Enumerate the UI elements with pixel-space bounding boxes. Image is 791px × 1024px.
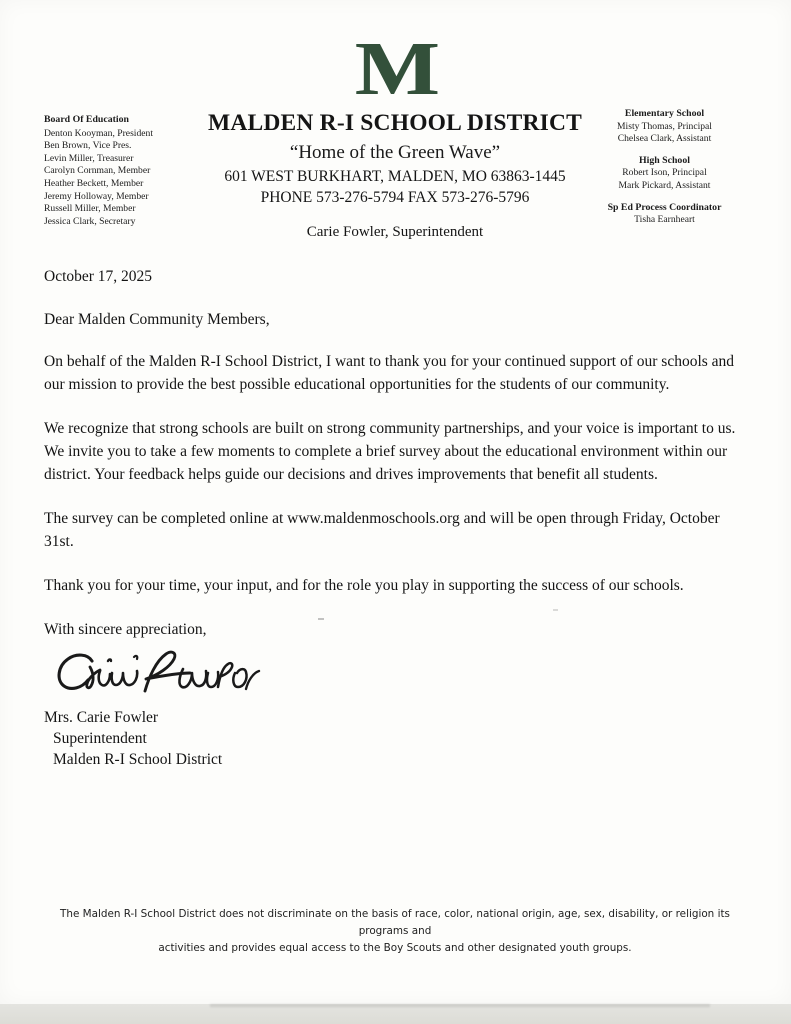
board-member: Heather Beckett, Member — [44, 177, 144, 189]
board-member: Ben Brown, Vice Pres. — [44, 140, 132, 152]
signer-name: Mrs. Carie Fowler — [44, 709, 159, 726]
scan-artifact-mark — [553, 609, 558, 611]
letter-closing: With sincere appreciation, — [44, 621, 207, 638]
footer-line-1: The Malden R-I School District does not discriminate on the basis of race, color, national origin, age, sex, disability, or religion its programs and — [60, 908, 730, 937]
board-member: Jeremy Holloway, Member — [44, 190, 149, 202]
malden-m-logo — [0, 27, 791, 111]
staff-group-sped — [582, 202, 747, 227]
board-member: Jessica Clark, Secretary — [44, 215, 136, 227]
staff-person: Mark Pickard, Assistant — [618, 179, 711, 191]
scan-artifact-mark — [318, 618, 324, 620]
staff-group-title: High School — [639, 154, 690, 166]
signature-image — [50, 647, 280, 705]
letter-paragraph: On behalf of the Malden R-I School District, I want to thank you for your continued support of our schools and our mission to provide the best possible educational opportunities for the students of our community. — [44, 353, 735, 393]
letter-paragraph: We recognize that strong schools are built on strong community partnerships, and your voice is important to us. We invite you to take a few moments to complete a brief survey about the educational environment within our district. Your feedback helps guide our decisions and drives improvements that benefit all students. — [44, 420, 736, 483]
staff-group-elementary — [582, 108, 747, 146]
board-of-education-title: Board Of Education — [44, 114, 129, 125]
letter-salutation: Dear Malden Community Members, — [44, 311, 270, 328]
logo-letter: M — [354, 27, 437, 111]
footer-line-2: activities and provides equal access to the Boy Scouts and other designated youth groups. — [158, 942, 632, 954]
district-address: 601 WEST BURKHART, MALDEN, MO 63863-1445 — [224, 168, 566, 185]
staff-person: Robert Ison, Principal — [622, 167, 707, 179]
board-member: Russell Miller, Member — [44, 203, 136, 215]
staff-group-title: Elementary School — [624, 108, 705, 119]
letter-date: October 17, 2025 — [44, 268, 153, 285]
staff-person: Misty Thomas, Principal — [617, 120, 712, 132]
district-phone-fax: PHONE 573-276-5794 FAX 573-276-5796 — [260, 189, 530, 206]
board-member: Carolyn Cornman, Member — [44, 165, 151, 177]
staff-group-title: Sp Ed Process Coordinator — [607, 201, 722, 213]
staff-person: Chelsea Clark, Assistant — [617, 133, 712, 145]
board-member: Denton Kooyman, President — [44, 127, 153, 139]
page-edge — [0, 1004, 791, 1024]
signer-title: Superintendent — [53, 730, 147, 747]
school-staff-block — [582, 108, 747, 236]
letter-paragraph: Thank you for your time, your input, and for the role you play in supporting the success of our schools. — [44, 577, 684, 594]
board-member: Levin Miller, Treasurer — [44, 152, 134, 164]
board-of-education-block — [44, 114, 179, 228]
letterhead — [0, 0, 791, 260]
district-name: MALDEN R-I SCHOOL DISTRICT — [207, 110, 583, 136]
staff-person: Tisha Earnheart — [634, 214, 695, 226]
district-tagline: “Home of the Green Wave” — [289, 142, 501, 163]
letter-body — [44, 268, 746, 770]
district-identity-block — [175, 110, 615, 241]
signer-block — [44, 707, 746, 770]
page-edge-shadow — [210, 1004, 710, 1007]
letter-paragraph: The survey can be completed online at www.maldenmoschools.org and will be open through Friday, October 31st. — [44, 510, 720, 550]
signer-organization: Malden R-I School District — [53, 751, 223, 768]
nondiscrimination-footer — [55, 906, 735, 957]
staff-group-high-school — [582, 155, 747, 193]
superintendent-line: Carie Fowler, Superintendent — [306, 224, 484, 240]
